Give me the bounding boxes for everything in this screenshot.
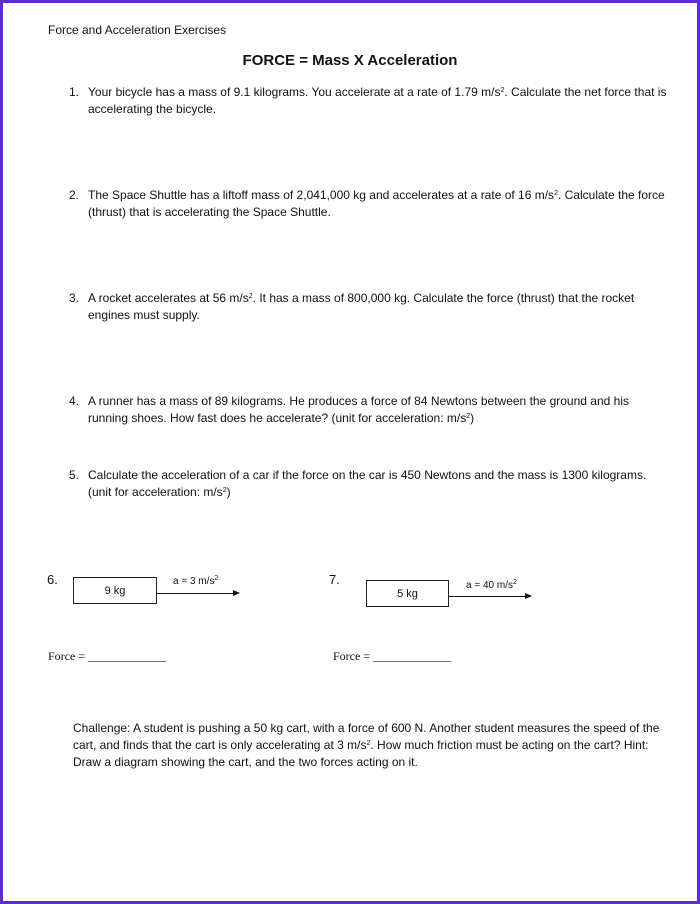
question-text-end: . It has a mass of 800,000 kg. Calculate the force (thrust) that the rocket engines must supply. xyxy=(88,291,635,322)
question-text: The Space Shuttle has a liftoff mass of 2,041,000 kg and accelerates at a rate of 16 m/s xyxy=(88,188,555,202)
superscript: 2 xyxy=(222,487,227,494)
question-text: A runner has a mass of 89 kilograms. He produces a force of 84 Newtons between the ground and his running shoes. How fast does he accelerate? (unit for acceleration: m/s xyxy=(88,394,629,425)
diagram-7-mass-box xyxy=(366,580,449,607)
worksheet-header: Force and Acceleration Exercises xyxy=(48,23,227,37)
superscript: 2 xyxy=(512,579,517,586)
question-2 xyxy=(69,187,669,221)
superscript: 2 xyxy=(214,575,219,582)
diagram-6-force-answer: Force = _____________ xyxy=(48,649,167,663)
diagram-6-number: 6. xyxy=(47,572,58,587)
question-text-end: . Calculate the net force that is accelerating the bicycle. xyxy=(88,85,667,116)
question-3 xyxy=(69,290,669,324)
diagram-7-arrow-icon xyxy=(448,596,530,597)
question-1 xyxy=(69,84,669,118)
superscript: 2 xyxy=(466,413,471,420)
diagram-6-acceleration-label xyxy=(173,576,218,587)
challenge-text-end: . How much friction must be acting on the cart? Hint: Draw a diagram showing the cart, and the two forces acting on it. xyxy=(73,738,649,769)
acceleration-text: a = 3 m/s xyxy=(173,576,215,587)
diagram-7-number: 7. xyxy=(329,572,340,587)
diagram-7-force-answer: Force = _____________ xyxy=(333,649,452,663)
diagram-6-mass-label: 9 kg xyxy=(104,584,126,597)
question-text: Your bicycle has a mass of 9.1 kilograms. You accelerate at a rate of 1.79 m/s xyxy=(88,85,501,99)
question-text-end: ) xyxy=(226,485,231,499)
superscript: 2 xyxy=(248,293,253,300)
question-text-end: ) xyxy=(470,411,475,425)
question-5 xyxy=(69,467,669,501)
superscript: 2 xyxy=(366,740,371,747)
challenge-question xyxy=(73,720,663,771)
superscript: 2 xyxy=(500,87,505,94)
diagram-6-arrow-icon xyxy=(156,593,238,594)
challenge-text: Challenge: A student is pushing a 50 kg cart, with a force of 600 N. Another student measures the speed of the cart, and finds that the cart is only accelerating at 3 m/s xyxy=(73,721,660,752)
question-number: 4. xyxy=(69,394,80,408)
question-text: Calculate the acceleration of a car if the force on the car is 450 Newtons and the mass is 1300 kilograms. (unit for acceleration: m/s xyxy=(88,468,647,499)
acceleration-text: a = 40 m/s xyxy=(466,580,513,591)
superscript: 2 xyxy=(554,190,558,197)
diagram-7-mass-label: 5 kg xyxy=(397,587,418,600)
page-title: FORCE = Mass X Acceleration xyxy=(242,52,458,69)
question-number: 1. xyxy=(69,85,80,99)
diagram-6-mass-box xyxy=(73,577,157,604)
question-4 xyxy=(69,393,669,427)
question-number: 3. xyxy=(69,291,80,305)
question-number: 5. xyxy=(69,468,80,482)
diagram-7-acceleration-label xyxy=(466,580,517,591)
question-text: A rocket accelerates at 56 m/s xyxy=(88,291,249,305)
question-number: 2. xyxy=(69,188,80,202)
question-text-end: . Calculate the force (thrust) that is accelerating the Space Shuttle. xyxy=(88,188,665,219)
